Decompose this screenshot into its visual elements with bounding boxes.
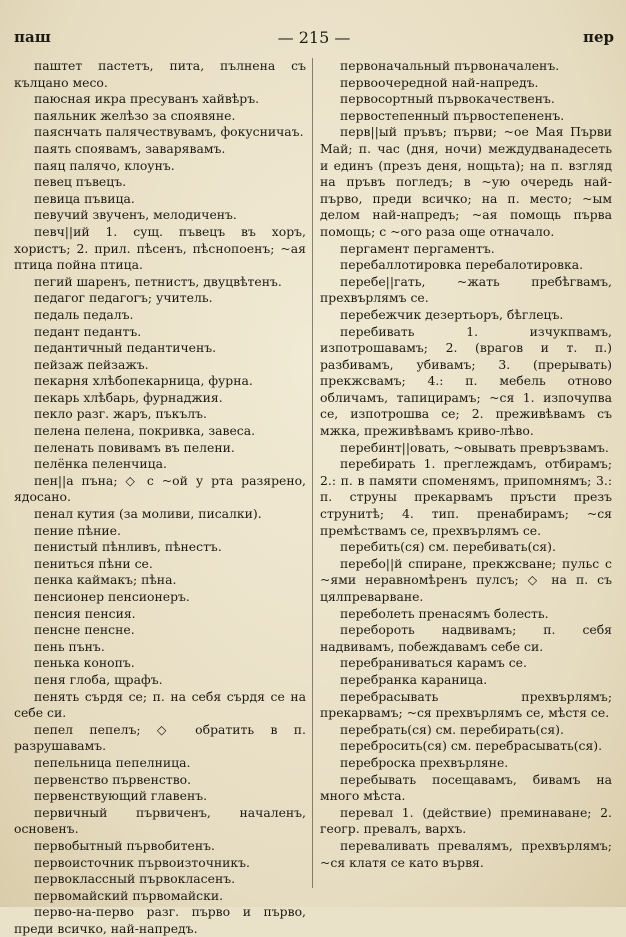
dictionary-entry: пекарня хлѣбопекарница, фурна. [34, 373, 253, 389]
right-column [320, 58, 612, 871]
column-divider [312, 58, 313, 888]
dictionary-entry: переброска прехвърляне. [340, 754, 509, 770]
dictionary-entry: перебрать(ся) см. перебирать(ся). [340, 721, 564, 737]
dictionary-entry: перебе||гать, ~жать пребѣгвамъ, прехвърлямъ се. [320, 273, 612, 306]
dictionary-entry: певч||ий 1. сущ. пъвецъ въ хоръ, хористъ; 2. прил. пѣсенъ, пѣснопоенъ; ~ая птица пойна птица. [14, 223, 306, 273]
dictionary-entry: пенистый пѣнливъ, пѣнестъ. [34, 539, 222, 555]
dictionary-entry: первомайский първомайски. [34, 887, 224, 903]
dictionary-entry: перво-на-перво разг. първо и първо, преди всичко, най-напредъ. [14, 904, 306, 936]
dictionary-entry: пепел пепелъ; ◇ обратить в п. разрушавамъ. [14, 721, 306, 754]
dictionary-entry: перебранка караница. [340, 671, 488, 687]
dictionary-entry: пениться пѣни се. [34, 555, 153, 571]
dictionary-entry: первоочередной най-напредъ. [340, 74, 539, 90]
dictionary-entry: перевал 1. (действие) преминаване; 2. геогр. превалъ, вархъ. [320, 804, 612, 837]
dictionary-entry: пенька конопъ. [34, 655, 135, 671]
dictionary-entry: перебо||й спиране, прекжсване; пульс с ~ями неравномѣренъ пулсъ; ◇ на п. съ цялпреварване. [320, 555, 612, 604]
dictionary-entry: пень пънъ. [34, 638, 105, 654]
dictionary-entry: перебежчик дезертьоръ, бѣглецъ. [340, 306, 564, 322]
dictionary-entry: пекло разг. жаръ, пъкълъ. [34, 406, 207, 422]
dictionary-entry: пенка каймакъ; пѣна. [34, 572, 177, 588]
dictionary-entry: первобытный първобитенъ. [34, 837, 215, 853]
dictionary-entry: пенал кутия (за моливи, писалки). [34, 506, 262, 522]
dictionary-entry: паяц палячо, клоунъ. [34, 157, 175, 173]
dictionary-entry: пенсия пенсия. [34, 605, 136, 621]
dictionary-entry: первоисточник първоизточникъ. [34, 854, 250, 870]
dictionary-entry: педаль педалъ. [34, 306, 134, 322]
dictionary-entry: перв||ый пръвъ; първи; ~ое Мая Първи Май; п. час (дня, ночи) междудванадесеть и единъ (презъ деня, нощьта); на п. взгляд на пръвъ погледъ; в ~ую очередь най-първо, преди всичко; на п. место; ~ым делом най-напредъ; ~ая помощь първа помощь; с ~ого раза още отначало. [320, 124, 612, 239]
dictionary-entry: первоклассный първокласенъ. [34, 871, 236, 887]
dictionary-entry: перебирать 1. преглеждамъ, отбирамъ; 2.: п. в памяти споменямъ, припомнямъ; 3.: п. струны прекарвамъ пръсти презъ струнитѣ; 4. тип. пренабирамъ; ~ся премѣствамъ се, прехвърлямъ се. [320, 456, 612, 538]
dictionary-entry: перебинт||овать, ~овывать превръзвамъ. [340, 439, 609, 455]
dictionary-entry: первосортный първокачественъ. [340, 91, 555, 107]
page-number: — 215 — [277, 28, 351, 47]
dictionary-entry: педант педантъ. [34, 323, 142, 339]
dictionary-entry: паштет пастетъ, пита, пълнена съ кълцано месо. [14, 58, 306, 90]
dictionary-entry: первостепенный първостепененъ. [340, 107, 565, 123]
dictionary-entry: перебить(ся) см. перебивать(ся). [340, 539, 556, 555]
dictionary-entry: пение пѣние. [34, 522, 121, 538]
dictionary-entry: первенствующий главенъ. [34, 788, 208, 804]
header-right-guide-word: пер [582, 28, 614, 46]
dictionary-entry: перебросить(ся) см. перебрасывать(ся). [340, 738, 603, 754]
dictionary-entry: переболеть пренасямъ болесть. [340, 605, 549, 621]
header-left-guide-word: паш [14, 28, 51, 46]
dictionary-entry: паять споявамъ, заварявамъ. [34, 140, 226, 156]
dictionary-entry: певица пъвица. [34, 190, 135, 206]
dictionary-entry: перебаллотировка перебалотировка. [340, 257, 584, 273]
dictionary-entry: пенять сърдя се; п. на себя сърдя се на себе си. [14, 688, 306, 721]
dictionary-entry: пен||а пъна; ◇ с ~ой у рта разярено, ядосано. [14, 472, 306, 505]
dictionary-entry: перебывать посещавамъ, бивамъ на много мѣста. [320, 771, 612, 804]
dictionary-entry: пелена пелена, покривка, завеса. [34, 423, 256, 439]
dictionary-entry: пеня глоба, щрафъ. [34, 671, 163, 687]
dictionary-entry: паяснчать палячествувамъ, фокусничаъ. [34, 124, 304, 140]
dictionary-entry: пенсионер пенсионеръ. [34, 589, 190, 604]
dictionary-entry: пелёнка пеленчица. [34, 456, 167, 472]
dictionary-entry: пергамент пергаментъ. [340, 240, 495, 256]
dictionary-entry: перебивать 1. изчукпвамъ, изпотрошавамъ; 2. (врагов и т. п.) разбивамъ, убивамъ; 3. (прерывать) прекжсвамъ; 4.: п. мебель отново обличамъ, тапицирамъ; ~ся 1. изпочупва се, изпотрошва се; 2. преживѣвамъ съ мжка, преживѣвамъ криво-лѣво. [320, 323, 612, 439]
dictionary-entry: первоначальный първоначаленъ. [340, 58, 560, 73]
dictionary-entry: первенство първенство. [34, 771, 192, 787]
dictionary-entry: паюсная икра пресуванъ хайвѣръ. [34, 91, 260, 107]
dictionary-entry: пенсне пенсне. [34, 622, 135, 638]
dictionary-entry: пейзаж пейзажъ. [34, 356, 149, 372]
dictionary-entry: певучий звученъ, мелодиченъ. [34, 207, 237, 223]
dictionary-entry: пегий шаренъ, петнистъ, двуцвѣтенъ. [34, 273, 282, 289]
dictionary-entry: певец пъвецъ. [34, 174, 127, 190]
dictionary-entry: паяльник желѣзо за споявяне. [34, 107, 236, 123]
page-header [14, 28, 614, 54]
dictionary-entry: пепельница пепелница. [34, 754, 191, 770]
dictionary-entry: перебраниваться карамъ се. [340, 655, 527, 671]
dictionary-entry: педагог педагогъ; учитель. [34, 290, 213, 306]
dictionary-entry: пеленать повивамъ въ пелени. [34, 439, 235, 455]
dictionary-entry: первичный първиченъ, началенъ, основенъ. [14, 804, 306, 837]
left-column [14, 58, 306, 937]
dictionary-entry: перебороть надвивамъ; п. себя надвивамъ, побеждавамъ себе си. [320, 622, 612, 654]
dictionary-entry: пекарь хлѣбарь, фурнаджия. [34, 389, 223, 405]
dictionary-entry: перебрасывать прехвърлямъ; прекарвамъ; ~ся прехвърлямъ се, мѣстя се. [320, 688, 612, 721]
dictionary-entry: педантичный педантиченъ. [34, 340, 217, 356]
dictionary-entry: переваливать превалямъ, прехвърлямъ; ~ся клатя се като вървя. [320, 837, 612, 870]
